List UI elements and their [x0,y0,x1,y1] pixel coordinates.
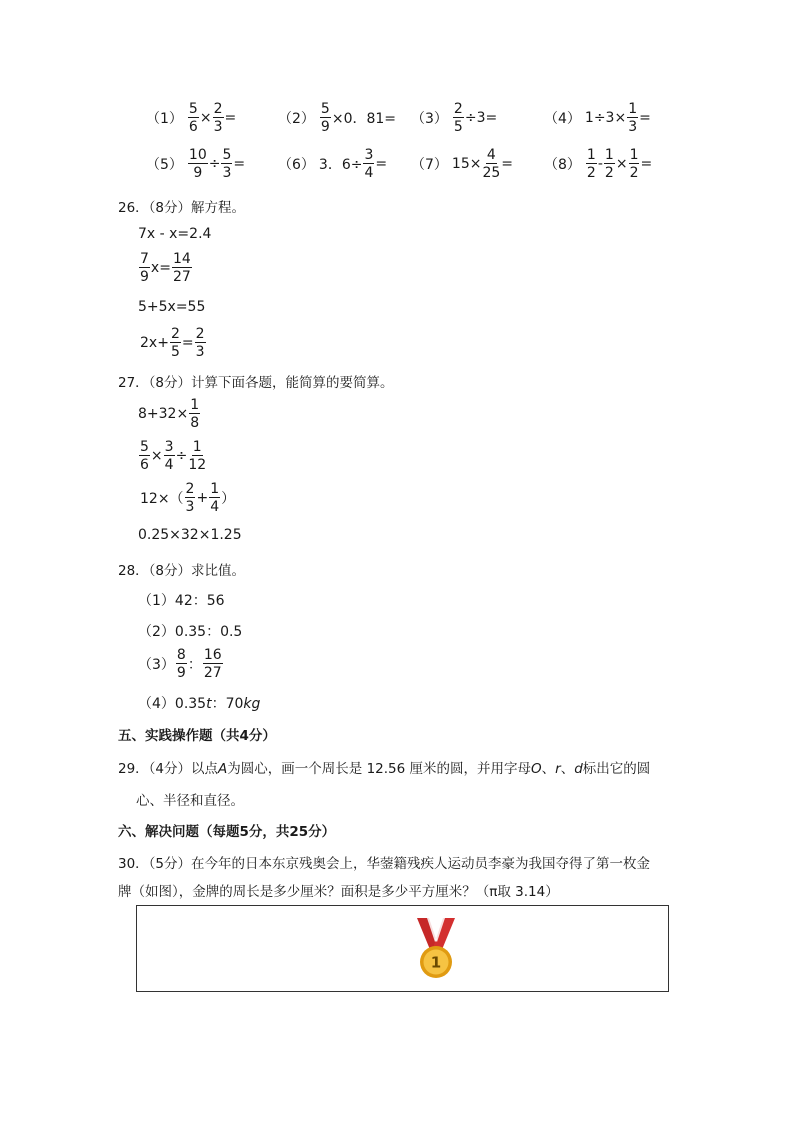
q30-line-2: 牌（如图），金牌的周长是多少厘米？面积是多少平方厘米？（π取 3.14） [118,884,559,900]
q25-item-3 [411,102,497,134]
q26-title: 26．（8分）解方程。 [118,200,246,216]
item-label: （2） [278,111,315,127]
q25-item-2 [278,102,396,134]
section-6-heading: 六、解决问题（每题5分，共25分） [118,824,336,840]
fraction: $\frac{2}{5}$ [453,101,463,135]
item-label: （7） [411,157,448,173]
operator-text: ÷3= [464,110,498,126]
operator-text: = [639,110,651,126]
fraction: $\frac{1}{3}$ [628,101,638,135]
q27-title: 27．（8分）计算下面各题，能简算的要简算。 [118,375,394,391]
fraction: $\frac{1}{2}$ [629,147,639,181]
q27-expression-1: 8+32× $\frac{1}{8}$ [138,397,200,431]
operator-text: = [233,156,246,172]
operator-text: = [224,110,237,126]
fraction: $\frac{1}{2}$ [586,147,596,181]
item-label: （8） [544,157,581,173]
fraction: $\frac{5}{9}$ [320,101,330,135]
operator-text: - [597,156,603,172]
q27-expression-4: 0.25×32×1.25 [138,527,242,543]
q28-ratio-1: （1）42：56 [138,593,225,609]
fraction: $\frac{4}{25}$ [482,147,501,181]
operator-text: 1÷3× [584,110,627,126]
item-label: （1） [146,111,183,127]
q29-line-2: 心、半径和直径。 [136,793,244,809]
fraction: $\frac{5}{6}$ [188,101,198,135]
q26-equation-2: $\frac{7}{9}$ x= $\frac{14}{27}$ [140,251,191,285]
q28-ratio-2: （2）0.35：0.5 [138,624,243,640]
q29-line-1: 29．（4分）以点A为圆心，画一个周长是 12.56 厘米的圆，并用字母O、r、d标出它的圆 [118,761,651,777]
operator-text: = [501,156,514,172]
fraction: $\frac{1}{2}$ [604,147,614,181]
q26-equation-4: 2x+ $\frac{2}{5}$ = $\frac{2}{3}$ [140,326,205,360]
operator-text: 3．6÷ [318,157,363,173]
item-label: （6） [278,157,315,173]
q28-ratio-4: （4）0.35t：70kg [138,696,261,712]
section-5-heading: 五、实践操作题（共4分） [118,728,276,744]
q25-item-4 [544,102,651,134]
q27-expression-3: 12×（ $\frac{2}{3}$ + $\frac{1}{4}$ ） [140,481,236,515]
item-label: （4） [544,111,581,127]
item-label: （3） [411,111,448,127]
gold-medal-icon [413,918,459,980]
item-label: （5） [146,157,183,173]
fraction: $\frac{3}{4}$ [364,147,374,181]
q25-item-1 [146,102,236,134]
operator-text: ×0．81= [331,111,397,127]
q25-item-8 [544,148,652,180]
operator-text: = [375,156,388,172]
operator-text: = [640,156,653,172]
figure-box [136,905,669,992]
q26-equation-1: 7x - x=2.4 [138,226,212,242]
fraction: $\frac{2}{3}$ [213,101,223,135]
operator-text: 15× [451,156,482,172]
q25-item-7 [411,148,513,180]
q26-equation-3: 5+5x=55 [138,299,206,315]
q27-expression-2: $\frac{5}{6}$ × $\frac{3}{4}$ ÷ $\frac{1}{12}$ [140,439,207,473]
q28-ratio-3: （3） $\frac{8}{9}$ ： $\frac{16}{27}$ [138,647,222,681]
q25-item-5 [146,148,245,180]
medal-number: 1 [430,953,442,972]
operator-text: ÷ [208,156,221,172]
operator-text: × [615,156,628,172]
operator-text: × [199,110,212,126]
fraction: $\frac{5}{3}$ [222,147,232,181]
fraction: $\frac{10}{9}$ [188,147,207,181]
q25-item-6 [278,148,387,180]
q28-title: 28．（8分）求比值。 [118,563,246,579]
q30-line-1: 30．（5分）在今年的日本东京残奥会上，华蓥籍残疾人运动员李豪为我国夺得了第一枚金 [118,856,651,872]
